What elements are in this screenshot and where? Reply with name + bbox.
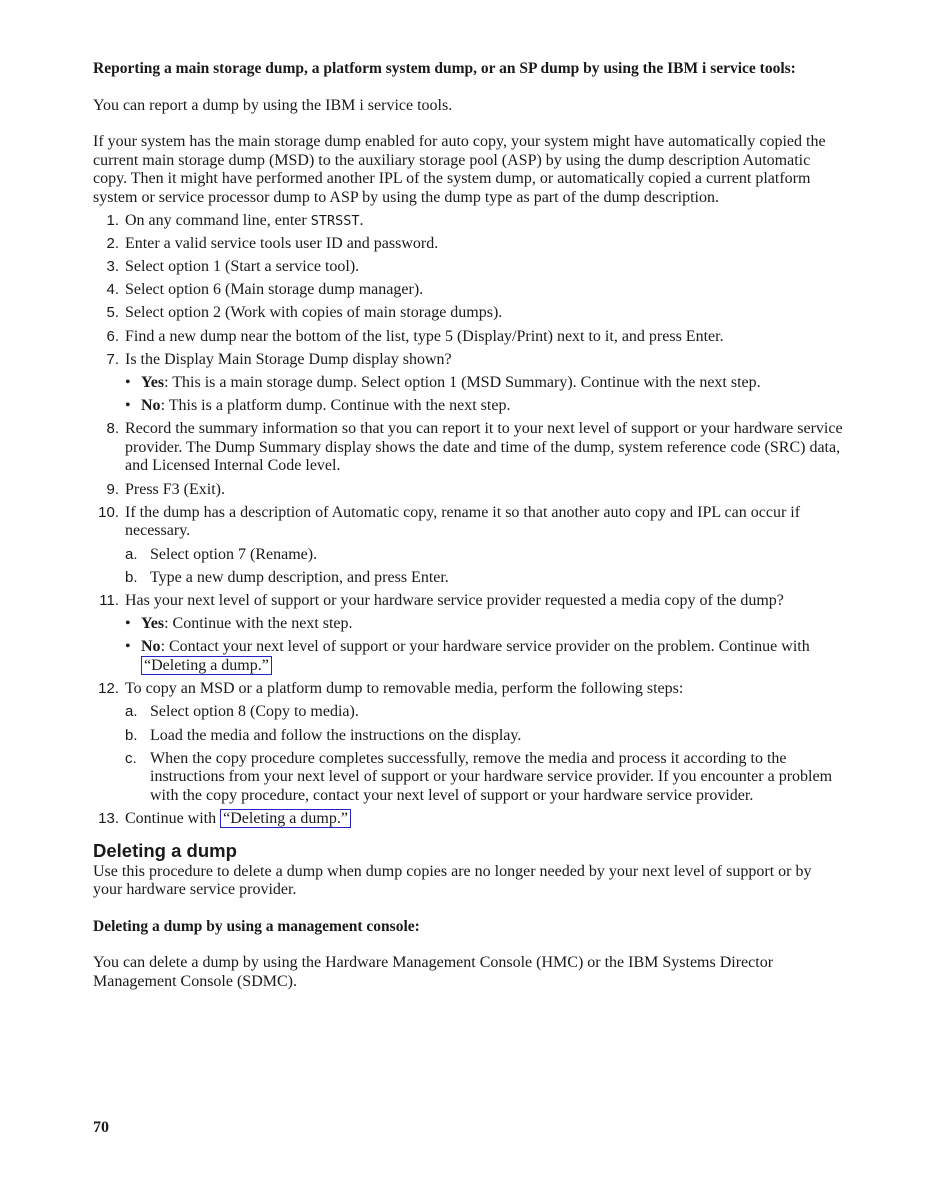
intro-paragraph-1: You can report a dump by using the IBM i service tools. — [93, 96, 453, 114]
substep-text: Type a new dump description, and press Enter. — [150, 568, 449, 586]
step-number: 7. — [106, 350, 119, 368]
substep-item — [125, 546, 843, 565]
substep-item — [125, 750, 843, 806]
bullet-text: : This is a main storage dump. Select option 1 (MSD Summary). Continue with the next step. — [164, 373, 761, 391]
step-item — [93, 592, 843, 676]
substep-item — [125, 703, 843, 722]
step-item — [93, 420, 843, 476]
step-item — [93, 680, 843, 805]
substep-list — [125, 546, 843, 588]
bullet-icon: • — [125, 638, 131, 656]
step-item — [93, 328, 843, 347]
bullet-label: Yes — [141, 615, 165, 633]
bullet-item — [125, 397, 843, 416]
bullet-list — [125, 374, 843, 416]
substep-letter: b. — [125, 726, 138, 744]
step-text: Select option 6 (Main storage dump manager). — [125, 281, 424, 299]
step-number: 13. — [98, 810, 119, 828]
steps-list — [93, 212, 843, 829]
substep-letter: c. — [125, 749, 137, 767]
substep-letter: a. — [125, 703, 138, 721]
intro-paragraph-2: If your system has the main storage dump enabled for auto copy, your system might have automatically copied the current main storage dump (MSD) to the auxiliary storage pool (ASP) by using the dump description Automatic copy. Then it might have performed another IPL of the system dump, or automatically copied a current platform system or service processor dump to ASP by using the dump type as part of the dump description. — [93, 133, 826, 206]
substep-letter: b. — [125, 568, 138, 586]
step-item — [93, 281, 843, 300]
bullet-icon: • — [125, 397, 131, 415]
step-text: Record the summary information so that you can report it to your next level of support or your hardware service provider. The Dump Summary display shows the date and time of the dump, system reference code (SRC) data, and Licensed Internal Code level. — [125, 420, 843, 475]
procedure-heading: Reporting a main storage dump, a platform system dump, or an SP dump by using the IBM i service tools: — [93, 60, 796, 77]
bullet-text: : Continue with the next step. — [164, 615, 353, 633]
substep-item — [125, 727, 843, 746]
step-text: Is the Display Main Storage Dump display shown? — [125, 350, 452, 368]
step-item — [93, 304, 843, 323]
step-text: On any command line, enter — [125, 211, 311, 229]
step-number: 5. — [106, 304, 119, 322]
section-title: Deleting a dump — [93, 839, 237, 861]
step-text: Enter a valid service tools user ID and password. — [125, 234, 439, 252]
step-number: 1. — [106, 211, 119, 229]
bullet-icon: • — [125, 615, 131, 633]
bullet-label: No — [141, 397, 161, 415]
substep-text: Select option 8 (Copy to media). — [150, 703, 359, 721]
subsection-heading: Deleting a dump by using a management console: — [93, 917, 420, 935]
step-number: 10. — [98, 503, 119, 521]
step-text: Find a new dump near the bottom of the list, type 5 (Display/Print) next to it, and press Enter. — [125, 327, 724, 345]
step-number: 3. — [106, 257, 119, 275]
bullet-item — [125, 638, 843, 675]
step-item — [93, 504, 843, 588]
step-text: Has your next level of support or your hardware service provider requested a media copy of the dump? — [125, 591, 784, 609]
deleting-dump-link[interactable]: “Deleting a dump.” — [141, 656, 272, 675]
substep-text: When the copy procedure completes successfully, remove the media and process it according to the instructions from your next level of support or your hardware service provider. If you encounter a problem with the copy procedure, contact your next level of support or your hardware service provider. — [150, 749, 833, 804]
step-number: 9. — [106, 480, 119, 498]
step-item — [93, 212, 843, 231]
bullet-label: Yes — [141, 373, 165, 391]
step-text: Press F3 (Exit). — [125, 480, 225, 498]
substep-letter: a. — [125, 545, 138, 563]
step-item — [93, 258, 843, 277]
bullet-label: No — [141, 638, 161, 656]
step-item — [93, 235, 843, 254]
section-paragraph: You can delete a dump by using the Hardware Management Console (HMC) or the IBM Systems Director Management Console (SDMC). — [93, 954, 774, 991]
step-item — [93, 351, 843, 416]
page-number: 70 — [93, 1119, 109, 1136]
document-page — [93, 60, 843, 1010]
step-number: 8. — [106, 420, 119, 438]
bullet-list — [125, 615, 843, 675]
substep-text: Select option 7 (Rename). — [150, 545, 318, 563]
step-item — [93, 481, 843, 500]
command-code: STRSST — [310, 212, 360, 229]
substep-item — [125, 569, 843, 588]
step-text: Select option 2 (Work with copies of main storage dumps). — [125, 304, 503, 322]
step-text: If the dump has a description of Automatic copy, rename it so that another auto copy and IPL can occur if necessary. — [125, 503, 801, 540]
step-text: Select option 1 (Start a service tool). — [125, 257, 360, 275]
step-text-end: . — [359, 211, 364, 229]
bullet-text: : This is a platform dump. Continue with the next step. — [160, 397, 511, 415]
bullet-item — [125, 615, 843, 634]
step-number: 12. — [98, 680, 119, 698]
bullet-item — [125, 374, 843, 393]
step-number: 4. — [106, 281, 119, 299]
section-intro: Use this procedure to delete a dump when dump copies are no longer needed by your next level of support or by your hardware service provider. — [93, 862, 812, 899]
step-number: 6. — [106, 327, 119, 345]
step-item — [93, 810, 843, 829]
bullet-icon: • — [125, 373, 131, 391]
step-number: 2. — [106, 234, 119, 252]
step-text: To copy an MSD or a platform dump to removable media, perform the following steps: — [125, 680, 684, 698]
bullet-text: : Contact your next level of support or your hardware service provider on the problem. Continue with — [160, 638, 810, 656]
step-text: Continue with — [125, 810, 221, 828]
substep-list — [125, 703, 843, 805]
substep-text: Load the media and follow the instructions on the display. — [150, 726, 522, 744]
deleting-dump-link[interactable]: “Deleting a dump.” — [220, 809, 351, 828]
step-number: 11. — [99, 591, 119, 609]
